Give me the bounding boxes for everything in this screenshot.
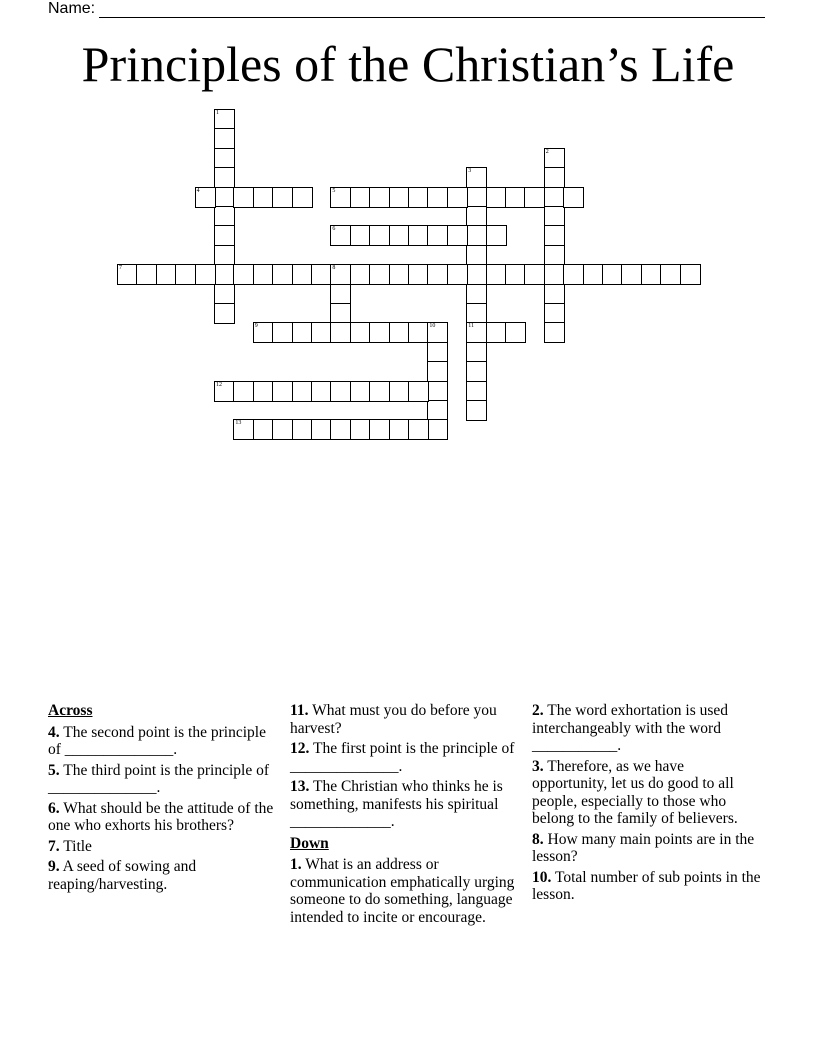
grid-cell[interactable] [214, 148, 235, 169]
grid-cell[interactable] [195, 264, 216, 285]
grid-cell[interactable] [350, 225, 371, 246]
grid-cell[interactable] [292, 322, 313, 343]
clues-column-1 [48, 702, 278, 896]
grid-cell[interactable] [466, 361, 487, 382]
clue-text: How many main points are in the lesson? [532, 830, 755, 865]
grid-cell[interactable] [583, 264, 604, 285]
clue-number: 10. [532, 868, 552, 886]
grid-cell[interactable] [466, 342, 487, 363]
grid-cell[interactable] [214, 303, 235, 324]
grid-cell[interactable] [311, 322, 332, 343]
grid-cell[interactable] [408, 187, 429, 208]
clue-number: 5 [332, 187, 336, 194]
grid-cell[interactable] [253, 264, 274, 285]
grid-cell[interactable] [427, 342, 448, 363]
clue-text: Title [59, 837, 92, 855]
clue-item [48, 762, 278, 797]
grid-cell[interactable] [214, 128, 235, 149]
grid-cell[interactable] [253, 419, 274, 440]
clue-text: The word exhortation is used interchangeably with the word ___________. [532, 702, 729, 754]
grid-cell[interactable] [466, 225, 487, 246]
grid-cell[interactable] [466, 264, 487, 285]
clue-list [48, 724, 278, 894]
clue-list [290, 856, 520, 926]
grid-cell[interactable] [466, 284, 487, 305]
across-heading: Across [48, 702, 93, 719]
grid-cell[interactable] [292, 264, 313, 285]
grid-cell[interactable] [350, 322, 371, 343]
clue-text: A seed of sowing and reaping/harvesting. [48, 858, 197, 893]
clue-text: What must you do before you harvest? [290, 702, 497, 737]
grid-cell[interactable] [544, 284, 565, 305]
grid-cell[interactable] [544, 225, 565, 246]
grid-cell[interactable] [272, 264, 293, 285]
grid-cell[interactable] [330, 264, 351, 285]
grid-cell[interactable] [505, 264, 526, 285]
grid-cell[interactable] [369, 322, 390, 343]
grid-cell[interactable] [447, 187, 468, 208]
grid-cell[interactable] [505, 187, 526, 208]
grid-cell[interactable] [680, 264, 701, 285]
clue-item [290, 778, 520, 831]
clue-number: 3 [468, 168, 472, 175]
clue-number: 10 [429, 323, 436, 330]
grid-cell[interactable] [447, 264, 468, 285]
grid-cell[interactable] [524, 187, 545, 208]
grid-cell[interactable] [427, 400, 448, 421]
grid-cell[interactable] [563, 187, 584, 208]
grid-cell[interactable] [311, 419, 332, 440]
clue-number: 7. [48, 837, 60, 855]
grid-cell[interactable] [427, 361, 448, 382]
grid-cell[interactable] [369, 264, 390, 285]
grid-cell[interactable] [272, 187, 293, 208]
clue-item [48, 838, 278, 856]
grid-cell[interactable] [389, 225, 410, 246]
grid-cell[interactable] [175, 264, 196, 285]
clue-item [48, 724, 278, 759]
clue-text: Therefore, as we have opportunity, let us do good to all people, especially to those who belong to the family of believers. [532, 757, 738, 827]
grid-cell[interactable] [272, 419, 293, 440]
grid-cell[interactable] [466, 167, 487, 188]
grid-cell[interactable] [466, 187, 487, 208]
grid-cell[interactable] [156, 264, 177, 285]
grid-cell[interactable] [330, 187, 351, 208]
grid-cell[interactable] [214, 245, 235, 266]
clue-number: 12 [216, 381, 222, 388]
clue-number: 1. [290, 856, 302, 873]
grid-cell[interactable] [330, 322, 351, 343]
grid-cell[interactable] [214, 206, 235, 227]
grid-cell[interactable] [544, 206, 565, 227]
grid-cell[interactable] [233, 381, 254, 402]
grid-cell[interactable] [330, 284, 351, 305]
clue-number: 5. [48, 761, 60, 779]
grid-cell[interactable] [272, 322, 293, 343]
clue-item [290, 856, 520, 926]
grid-cell[interactable] [544, 167, 565, 188]
clue-number: 8 [332, 265, 336, 272]
grid-cell[interactable] [389, 381, 410, 402]
grid-cell[interactable] [466, 206, 487, 227]
grid-cell[interactable] [214, 109, 235, 130]
clue-number: 11. [290, 702, 309, 719]
grid-cell[interactable] [311, 381, 332, 402]
grid-cell[interactable] [369, 419, 390, 440]
clue-item [48, 800, 278, 835]
grid-cell[interactable] [427, 264, 448, 285]
grid-cell[interactable] [563, 264, 584, 285]
grid-cell[interactable] [427, 381, 448, 402]
grid-cell[interactable] [408, 225, 429, 246]
grid-cell[interactable] [621, 264, 642, 285]
clue-text: What should be the attitude of the one who exhorts his brothers? [48, 799, 274, 834]
clue-list [532, 702, 762, 904]
grid-cell[interactable] [214, 187, 235, 208]
clue-text: The first point is the principle of ______________. [290, 740, 515, 775]
grid-cell[interactable] [292, 381, 313, 402]
grid-cell[interactable] [486, 322, 507, 343]
down-heading: Down [290, 834, 329, 852]
clue-number: 4 [196, 187, 200, 194]
grid-cell[interactable] [330, 419, 351, 440]
clues-column-2 [290, 702, 520, 929]
clue-number: 8. [532, 830, 544, 848]
clue-list [290, 702, 520, 831]
grid-cell[interactable] [544, 187, 565, 208]
grid-cell[interactable] [524, 264, 545, 285]
grid-cell[interactable] [466, 400, 487, 421]
grid-cell[interactable] [330, 303, 351, 324]
grid-cell[interactable] [214, 284, 235, 305]
clue-item [532, 702, 762, 755]
grid-cell[interactable] [253, 187, 274, 208]
grid-cell[interactable] [466, 322, 487, 343]
grid-cell[interactable] [544, 264, 565, 285]
name-label: Name: [48, 0, 96, 17]
grid-cell[interactable] [272, 381, 293, 402]
grid-cell[interactable] [447, 225, 468, 246]
grid-cell[interactable] [408, 419, 429, 440]
clue-item [532, 831, 762, 866]
clue-item [532, 869, 762, 904]
clue-number: 2. [532, 702, 544, 719]
clue-text: Total number of sub points in the lesson. [532, 868, 761, 903]
grid-cell[interactable] [214, 381, 235, 402]
clue-item [532, 758, 762, 828]
grid-cell[interactable] [544, 322, 565, 343]
grid-cell[interactable] [389, 264, 410, 285]
grid-cell[interactable] [466, 381, 487, 402]
grid-cell[interactable] [253, 322, 274, 343]
clue-text: What is an address or communication emphatically urging someone to do something, language intended to incite or encourage. [290, 856, 515, 926]
grid-cell[interactable] [408, 381, 429, 402]
clue-number: 13 [235, 420, 242, 427]
grid-cell[interactable] [544, 148, 565, 169]
clues-column-3 [532, 702, 762, 907]
grid-cell[interactable] [233, 419, 254, 440]
grid-cell[interactable] [466, 303, 487, 324]
grid-cell[interactable] [330, 381, 351, 402]
grid-cell[interactable] [253, 381, 274, 402]
grid-cell[interactable] [486, 225, 507, 246]
grid-cell[interactable] [544, 245, 565, 266]
clue-item [290, 740, 520, 775]
clue-number: 6 [332, 226, 336, 233]
grid-cell[interactable] [486, 264, 507, 285]
grid-cell[interactable] [427, 419, 448, 440]
grid-cell[interactable] [427, 322, 448, 343]
clue-number: 9 [254, 323, 258, 330]
grid-cell[interactable] [233, 264, 254, 285]
grid-cell[interactable] [660, 264, 681, 285]
grid-cell[interactable] [466, 245, 487, 266]
grid-cell[interactable] [369, 187, 390, 208]
grid-cell[interactable] [350, 419, 371, 440]
grid-cell[interactable] [214, 167, 235, 188]
grid-cell[interactable] [427, 225, 448, 246]
clue-number: 11 [468, 323, 474, 330]
clue-number: 9. [48, 858, 60, 875]
grid-cell[interactable] [602, 264, 623, 285]
clue-number: 12. [290, 740, 310, 757]
grid-cell[interactable] [369, 381, 390, 402]
clue-item [290, 702, 520, 737]
grid-cell[interactable] [505, 322, 526, 343]
grid-cell[interactable] [427, 187, 448, 208]
grid-cell[interactable] [369, 225, 390, 246]
grid-cell[interactable] [214, 264, 235, 285]
grid-cell[interactable] [311, 264, 332, 285]
grid-cell[interactable] [544, 303, 565, 324]
clue-number: 2 [545, 148, 549, 155]
clue-text: The Christian who thinks he is something, manifests his spiritual _____________. [290, 778, 503, 830]
grid-cell[interactable] [389, 322, 410, 343]
grid-cell[interactable] [350, 381, 371, 402]
grid-cell[interactable] [233, 187, 254, 208]
grid-cell[interactable] [486, 187, 507, 208]
grid-cell[interactable] [195, 187, 216, 208]
grid-cell[interactable] [292, 419, 313, 440]
page-title: Principles of the Christian’s Life [81, 36, 735, 92]
grid-cell[interactable] [408, 322, 429, 343]
grid-cell[interactable] [292, 187, 313, 208]
clue-number: 6. [48, 799, 60, 817]
grid-cell[interactable] [350, 264, 371, 285]
grid-cell[interactable] [641, 264, 662, 285]
grid-cell[interactable] [117, 264, 138, 285]
clue-number: 7 [119, 265, 122, 272]
grid-cell[interactable] [389, 419, 410, 440]
clue-number: 13. [290, 778, 310, 795]
crossword-grid [0, 0, 816, 460]
clue-text: The second point is the principle of ______________. [48, 723, 266, 758]
clue-number: 3. [532, 757, 544, 775]
grid-cell[interactable] [136, 264, 157, 285]
grid-cell[interactable] [408, 264, 429, 285]
clue-number: 4. [48, 723, 60, 741]
grid-cell[interactable] [330, 225, 351, 246]
grid-cell[interactable] [214, 225, 235, 246]
clue-item [48, 858, 278, 893]
grid-cell[interactable] [350, 187, 371, 208]
grid-cell[interactable] [389, 187, 410, 208]
clue-text: The third point is the principle of ______________. [48, 761, 269, 796]
clue-number: 1 [216, 110, 219, 116]
